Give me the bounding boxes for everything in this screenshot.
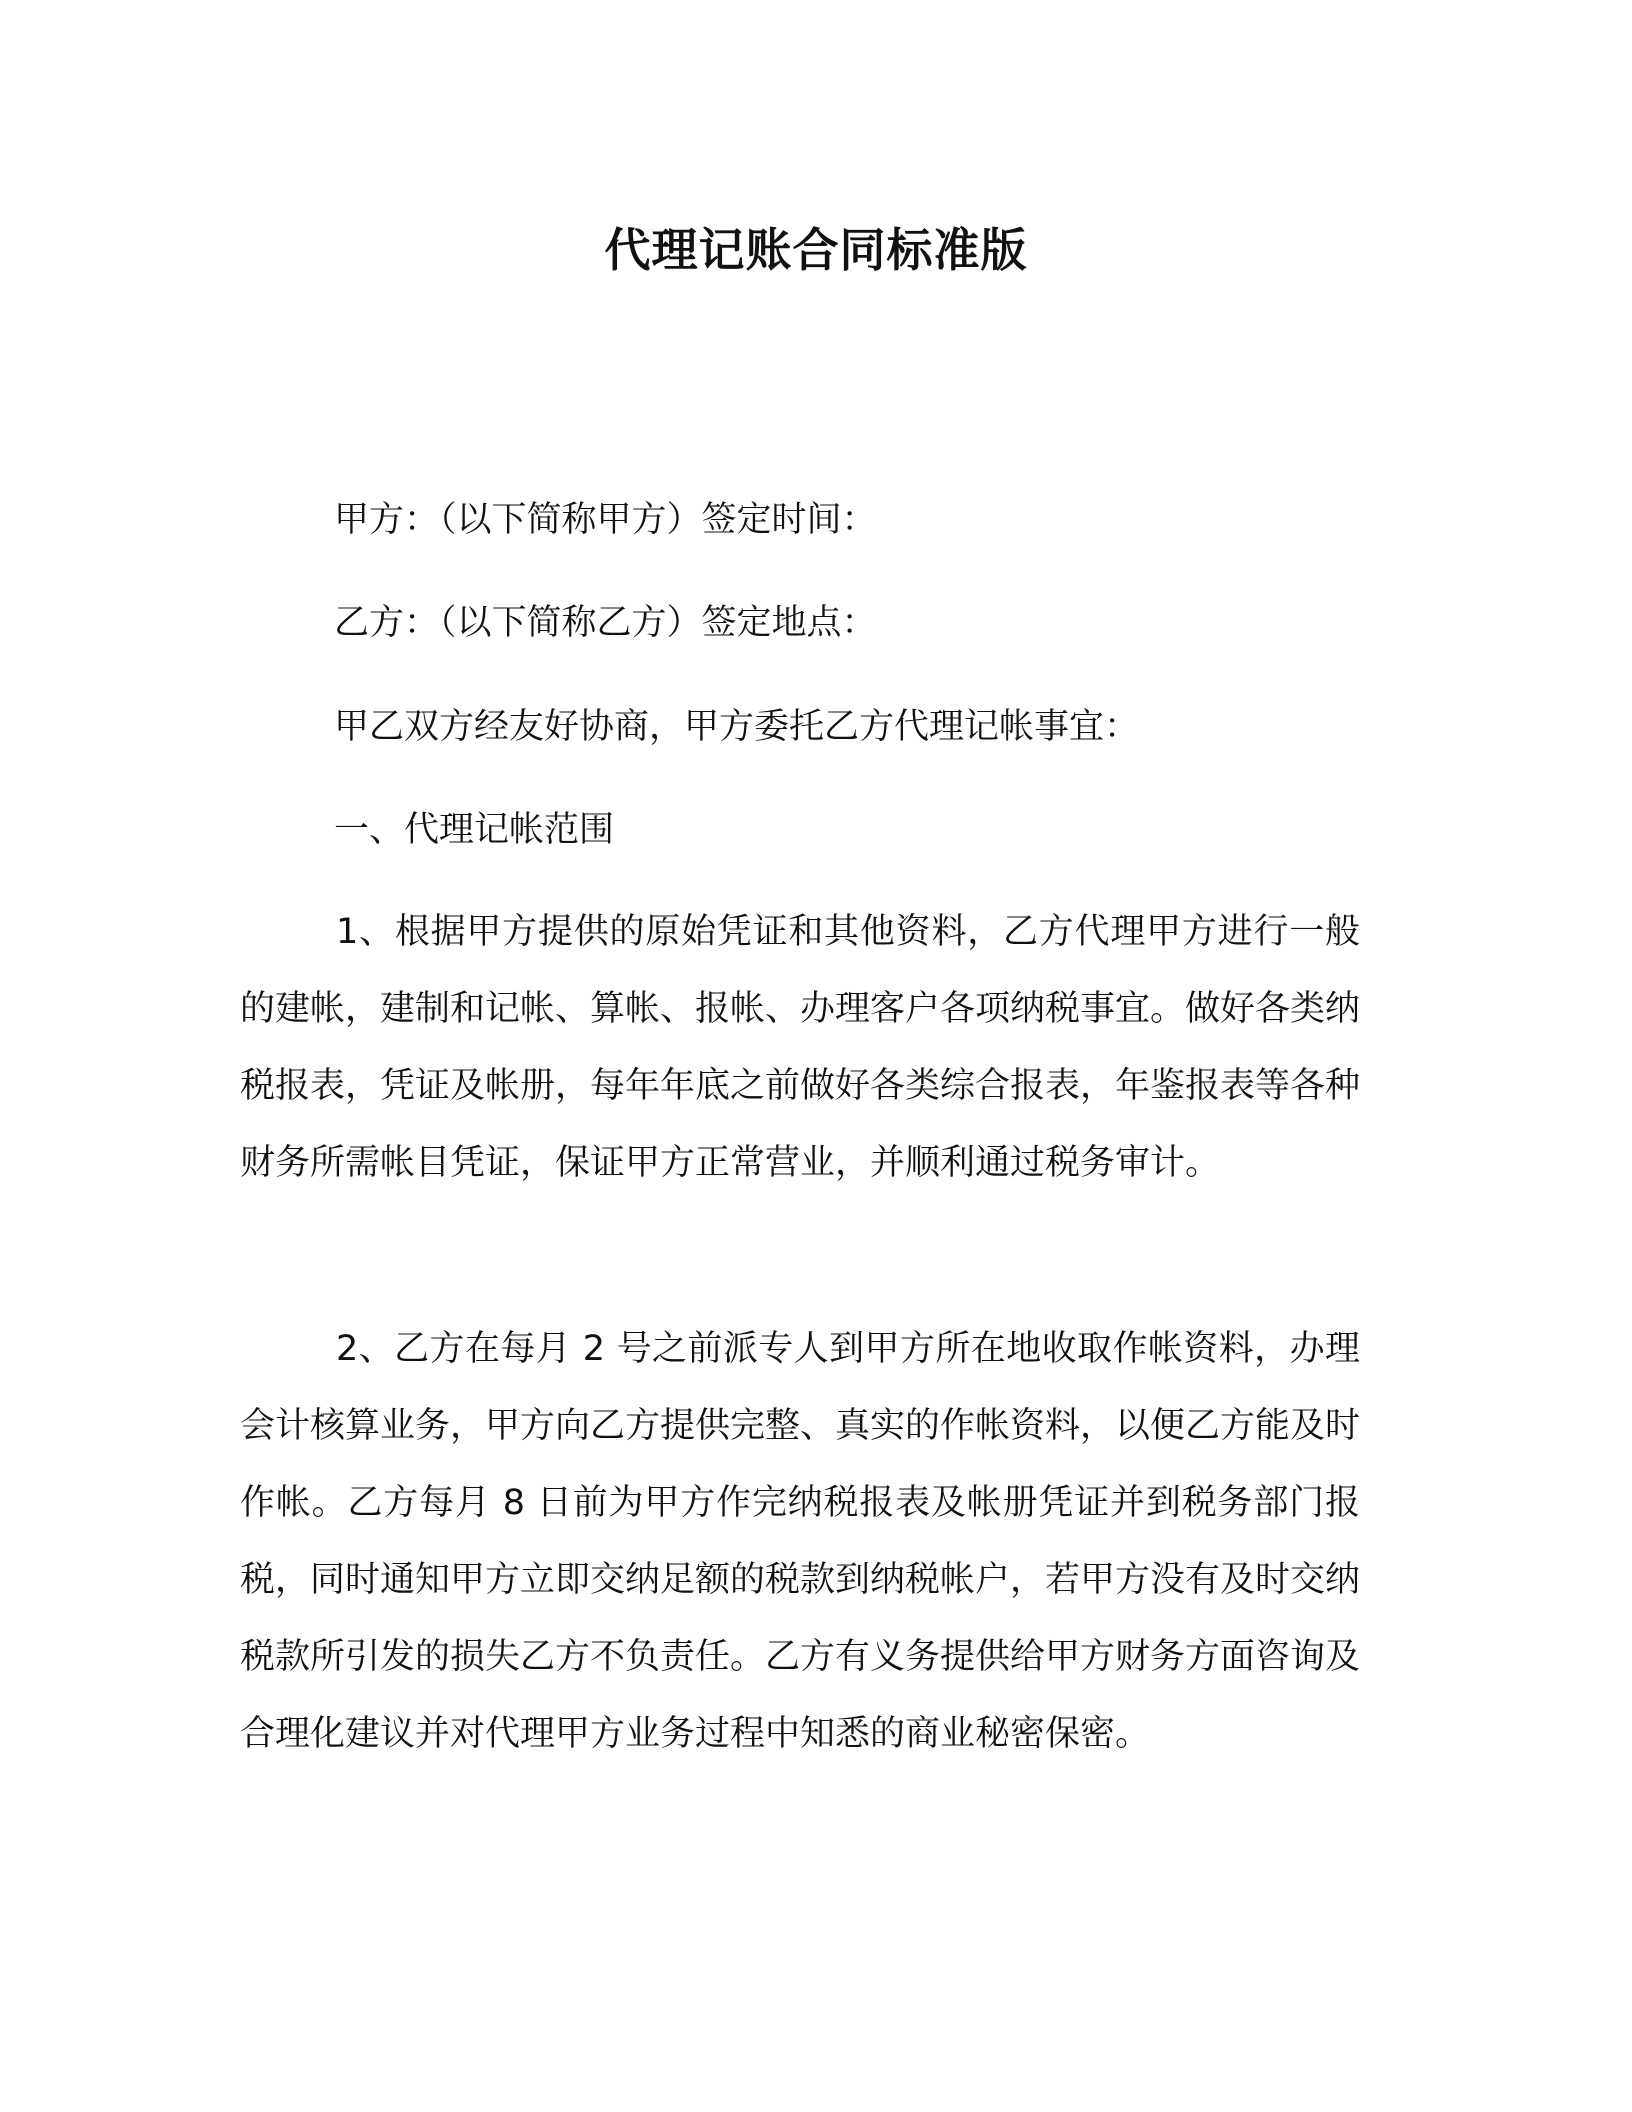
clause-2-paragraph: 2、乙方在每月 2 号之前派专人到甲方所在地收取作帐资料，办理会计核算业务，甲方向乙方提供完整、真实的作帐资料，以便乙方能及时作帐。乙方每月 8 日前为甲方作完纳税报表及帐册凭证并到税务部门报税，同时通知甲方立即交纳足额的税款到纳税帐户，若甲方没有及时交纳税款所引发的损失乙方不负责任。乙方有义务提供给甲方财务方面咨询及合理化建议并对代理甲方业务过程中知悉的商业秘密保密。 <box>240 1329 1361 1754</box>
party-a-line: 甲方：（以下简称甲方）签定时间： <box>334 500 877 540</box>
clause-1-paragraph: 1、根据甲方提供的原始凭证和其他资料，乙方代理甲方进行一般的建帐，建制和记帐、算帐、报帐、办理客户各项纳税事宜。做好各类纳税报表，凭证及帐册，每年年底之前做好各类综合报表，年鉴报表等各种财务所需帐目凭证，保证甲方正常营业，并顺利通过税务审计。 <box>240 912 1361 1183</box>
party-b-line: 乙方：（以下简称乙方）签定地点： <box>334 603 877 643</box>
section-1-heading: 一、代理记帐范围 <box>334 810 615 850</box>
document-title: 代理记账合同标准版 <box>604 223 1028 277</box>
preamble-line: 甲乙双方经友好协商，甲方委托乙方代理记帐事宜： <box>334 707 1140 747</box>
